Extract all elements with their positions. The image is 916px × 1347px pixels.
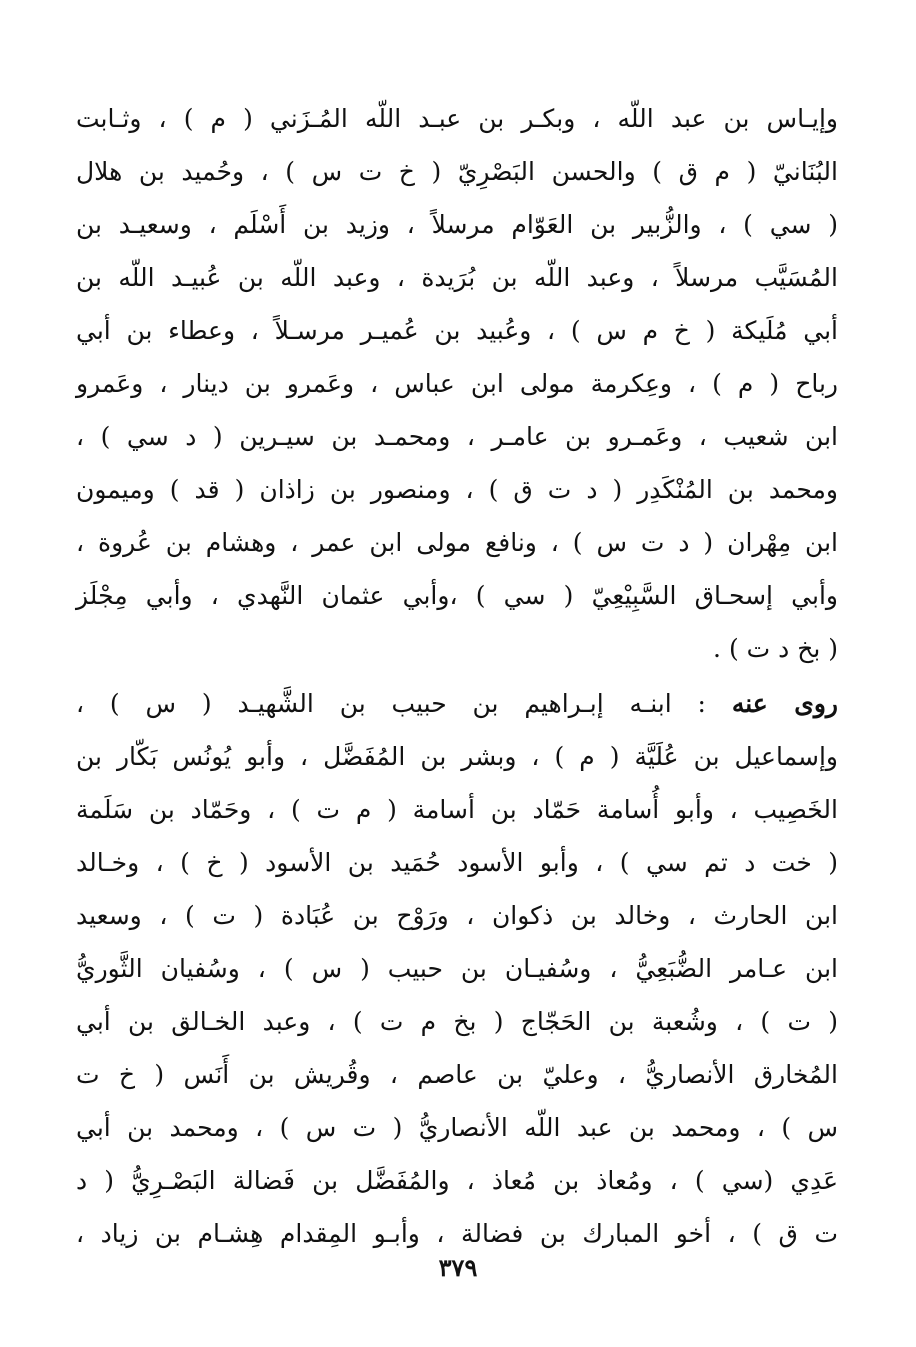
text-line: وإيـاس بن عبد اللّه ، وبكـر بن عبـد اللّه المُـزَني ( م ) ، وثـابت <box>76 104 838 133</box>
text-line: المُسَيَّب مرسلاً ، وعبد اللّه بن بُرَيدة ، وعبد اللّه بن عُبيـد اللّه بن <box>76 263 838 292</box>
text-line: عَدِي (سي ) ، ومُعاذ بن مُعاذ ، والمُفَضَّل بن فَضالة البَصْـرِيُّ ( د <box>76 1166 838 1195</box>
text-line-first <box>76 677 838 730</box>
text-line: ( سي ) ، والزُّبير بن العَوّام مرسلاً ، وزيد بن أَسْلَم ، وسعيـد بن <box>76 210 838 239</box>
text-line: س ) ، ومحمد بن عبد اللّه الأنصاريُّ ( ت س ) ، ومحمد بن أبي <box>76 1113 838 1142</box>
text-line: أبي مُلَيكة ( خ م س ) ، وعُبيد بن عُميـر مرسـلاً ، وعطاء بن أبي <box>76 316 838 345</box>
text-line: ( ت ) ، وشُعبة بن الحَجّاج ( بخ م ت ) ، وعبد الخـالق بن أبي <box>76 1007 838 1036</box>
text-line: ابن مِهْران ( د ت س ) ، ونافع مولى ابن عمر ، وهشام بن عُروة ، <box>76 528 838 557</box>
text-line: رباح ( م ) ، وعِكرمة مولى ابن عباس ، وعَمرو بن دينار ، وعَمرو <box>76 369 838 398</box>
text-line: ومحمد بن المُنْكَدِر ( د ت ق ) ، ومنصور بن زاذان ( قد ) وميمون <box>76 475 838 504</box>
page-number: ٣٧٩ <box>438 1253 478 1282</box>
text-line: ابن الحارث ، وخالد بن ذكوان ، ورَوْح بن عُبَادة ( ت ) ، وسعيد <box>76 901 838 930</box>
text-line: ( خت د تم سي ) ، وأبو الأسود حُمَيد بن الأسود ( خ ) ، وخـالد <box>76 848 838 877</box>
text-line: ( بخ د ت ) . <box>713 634 838 663</box>
text-line: وإسماعيل بن عُلَيَّة ( م ) ، وبشر بن المُفَضَّل ، وأبو يُونُس بَكّار بن <box>76 742 838 771</box>
text-line: وأبي إسحـاق السَّبِيْعِيّ ( سي ) ،وأبي عثمان النَّهدي ، وأبي مِجْلَز <box>76 581 838 610</box>
text-line: ت ق ) ، أخو المبارك بن فضالة ، وأبـو المِقدام هِشـام بن زياد ، <box>76 1219 838 1248</box>
text-line-rest: : ابنـه إبـراهيم بن حبيب بن الشَّهيـد ( س ) ، <box>76 689 732 718</box>
text-line: ابن عـامر الضُّبَعِيُّ ، وسُفيـان بن حبيب ( س ) ، وسُفيان الثَّوريُّ <box>76 954 838 983</box>
text-line: البُنَانيّ ( م ق ) والحسن البَصْرِيّ ( خ ت س ) ، وحُميد بن هلال <box>76 157 838 186</box>
paragraph-teachers <box>76 92 838 675</box>
text-line: الخَصِيب ، وأبو أُسامة حَمّاد بن أسامة ( م ت ) ، وحَمّاد بن سَلَمة <box>76 795 838 824</box>
text-line: ابن شعيب ، وعَمـرو بن عامـر ، ومحمـد بن سيـرين ( د سي ) ، <box>76 422 838 451</box>
section-lead-label: روى عنه <box>731 689 838 718</box>
paragraph-narrators <box>76 677 838 1260</box>
text-line: المُخارق الأنصاريُّ ، وعليّ بن عاصم ، وقُريش بن أَنَس ( خ ت <box>76 1060 838 1089</box>
